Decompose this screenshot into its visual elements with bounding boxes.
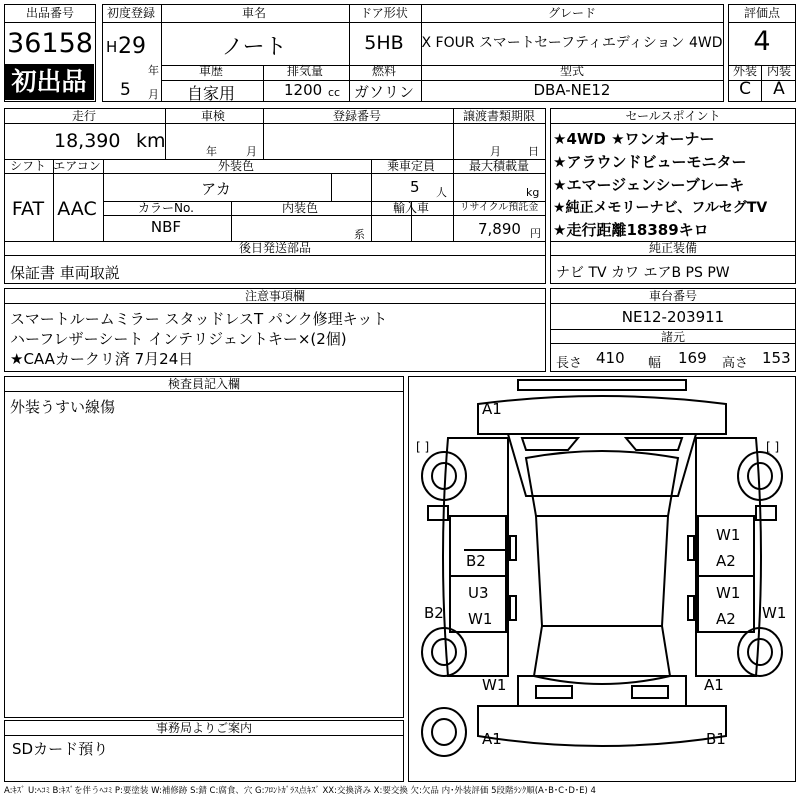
ac-label: エアコン bbox=[53, 159, 101, 173]
sales-line-3: ★エマージェンシーブレーキ bbox=[553, 176, 745, 194]
mark-left-side: B2 bbox=[424, 604, 444, 622]
inspector-label: 検査員記入欄 bbox=[167, 377, 240, 391]
ac: AAC bbox=[57, 198, 97, 220]
history-label: 車歴 bbox=[198, 64, 223, 78]
interior-color-label: 内装色 bbox=[281, 201, 318, 215]
notes-line-1: スマートルームミラー スタッドレスT パンク修理キット bbox=[10, 310, 388, 328]
later-label: 後日発送部品 bbox=[238, 241, 311, 255]
mark-right-front-door-2: A2 bbox=[716, 552, 736, 570]
import-label: 輸入車 bbox=[392, 201, 429, 215]
mark-rear-right: A1 bbox=[704, 676, 724, 694]
notes-label: 注意事項欄 bbox=[244, 289, 305, 303]
inspection-year-unit: 年 bbox=[206, 145, 217, 158]
width: 169 bbox=[678, 349, 707, 367]
width-label: 幅 bbox=[648, 356, 662, 371]
reg-label: 初度登録 bbox=[106, 6, 155, 20]
reg-era: H bbox=[106, 38, 118, 56]
inspection-month-unit: 月 bbox=[246, 145, 257, 158]
history: 自家用 bbox=[186, 84, 235, 103]
length: 410 bbox=[596, 349, 625, 367]
reg-year: 29 bbox=[118, 34, 146, 59]
car-name-label: 車名 bbox=[241, 6, 266, 20]
office-text: SDカード預り bbox=[12, 740, 109, 758]
mark-rear-left: W1 bbox=[482, 676, 507, 694]
mark-right-front-door-1: W1 bbox=[716, 526, 741, 544]
inspection-label: 車検 bbox=[200, 109, 225, 123]
lot-number: 36158 bbox=[7, 28, 93, 59]
mark-bumper-right: B1 bbox=[706, 730, 726, 748]
mark-left-rear-door-2: W1 bbox=[468, 610, 493, 628]
capacity-label: 乗車定員 bbox=[386, 159, 435, 173]
transfer-label: 譲渡書類期限 bbox=[462, 109, 535, 123]
chassis-label: 車台番号 bbox=[648, 289, 697, 303]
transfer-month-unit: 月 bbox=[490, 145, 501, 158]
load-unit: kg bbox=[526, 186, 540, 199]
car-outline bbox=[408, 376, 796, 782]
notes-line-3: ★CAAカークリ済 7月24日 bbox=[10, 350, 194, 368]
bracket-left: [ ] bbox=[416, 440, 430, 454]
mark-left-rear-door-1: U3 bbox=[468, 584, 489, 602]
equip-label: 純正装備 bbox=[648, 241, 697, 255]
door-type: 5HB bbox=[364, 32, 404, 54]
mark-bumper-left: A1 bbox=[482, 730, 502, 748]
grade-label: グレード bbox=[547, 6, 596, 20]
first-listing-badge: 初出品 bbox=[4, 64, 94, 100]
inspector-text: 外装うすい線傷 bbox=[10, 398, 116, 416]
sales-line-5: ★走行距離18389キロ bbox=[553, 221, 709, 239]
reg-year-unit: 年 bbox=[148, 64, 159, 77]
reg-month: 5 bbox=[120, 80, 131, 100]
lot-label: 出品番号 bbox=[25, 6, 74, 20]
fuel-label: 燃料 bbox=[371, 64, 396, 78]
dims-label: 諸元 bbox=[660, 330, 685, 344]
mark-right-side: W1 bbox=[762, 604, 787, 622]
interior-score: A bbox=[773, 79, 785, 99]
door-label: ドア形状 bbox=[360, 6, 408, 20]
mark-right-rear-door-2: A2 bbox=[716, 610, 736, 628]
height-label: 高さ bbox=[722, 356, 749, 371]
length-label: 長さ bbox=[556, 356, 583, 371]
sales-label: セールスポイント bbox=[625, 109, 721, 123]
notes-line-2: ハーフレザーシート インテリジェントキー×(2個) bbox=[10, 330, 347, 348]
reg-month-unit: 月 bbox=[148, 88, 159, 101]
recycle: 7,890 bbox=[478, 220, 521, 238]
shift-label: シフト bbox=[9, 159, 46, 173]
mark-front: A1 bbox=[482, 400, 502, 418]
reg-no-label: 登録番号 bbox=[332, 109, 381, 123]
model-label: 型式 bbox=[559, 64, 584, 78]
exterior-label: 外装 bbox=[732, 64, 757, 78]
inspector-box bbox=[4, 376, 404, 718]
load-label: 最大積載量 bbox=[468, 159, 529, 173]
transfer-day-unit: 日 bbox=[528, 145, 539, 158]
mileage-label: 走行 bbox=[71, 109, 96, 123]
model: DBA-NE12 bbox=[533, 81, 611, 99]
color: アカ bbox=[201, 180, 231, 198]
mileage: 18,390 bbox=[54, 130, 121, 152]
fuel: ガソリン bbox=[353, 83, 414, 101]
sales-line-1: ★4WD ★ワンオーナー bbox=[553, 130, 715, 148]
legend: A:ｷｽﾞ U:ﾍｺﾐ B:ｷｽﾞを伴うﾍｺﾐ P:要塗装 W:補修跡 S:錆 C:腐食、穴 G:ﾌﾛﾝﾄｶﾞﾗｽ点ｷｽﾞ XX:交換済み X:要交換 欠:欠品 内･外装評価 5段階ﾗﾝｸ順(A･B･C･D･E) 4 bbox=[4, 786, 596, 796]
score-label: 評価点 bbox=[743, 6, 780, 20]
office-label: 事務局よりご案内 bbox=[155, 721, 252, 735]
recycle-unit: 円 bbox=[530, 227, 541, 240]
bracket-right: [ ] bbox=[766, 440, 780, 454]
capacity-unit: 人 bbox=[436, 186, 447, 199]
sales-line-4: ★純正メモリーナビ、フルセグTV bbox=[553, 200, 768, 216]
color-label: 外装色 bbox=[217, 159, 254, 173]
displacement-unit: cc bbox=[328, 86, 341, 99]
interior-color-unit: 系 bbox=[354, 228, 365, 241]
capacity: 5 bbox=[410, 178, 420, 196]
later-parts: 保証書 車両取説 bbox=[10, 264, 120, 282]
mark-right-rear-door-1: W1 bbox=[716, 584, 741, 602]
height: 153 bbox=[762, 349, 791, 367]
recycle-label: リサイクル預託金 bbox=[459, 202, 539, 213]
shift: FAT bbox=[11, 198, 45, 220]
grade: X FOUR スマートセーフティエディション 4WD bbox=[421, 35, 723, 51]
sales-line-2: ★アラウンドビューモニター bbox=[553, 153, 747, 171]
chassis-number: NE12-203911 bbox=[621, 308, 725, 326]
equipment: ナビ TV カワ エアB PS PW bbox=[556, 265, 730, 281]
interior-label: 内装 bbox=[766, 64, 791, 78]
displacement-label: 排気量 bbox=[286, 64, 323, 78]
mileage-unit: km bbox=[136, 130, 166, 152]
car-name: ノート bbox=[221, 35, 287, 60]
exterior-score: C bbox=[739, 79, 751, 99]
displacement: 1200 bbox=[284, 81, 323, 99]
mark-left-front-door: B2 bbox=[466, 552, 486, 570]
score: 4 bbox=[753, 26, 771, 57]
color-no-label: カラーNo. bbox=[138, 201, 194, 215]
color-no: NBF bbox=[150, 218, 182, 236]
